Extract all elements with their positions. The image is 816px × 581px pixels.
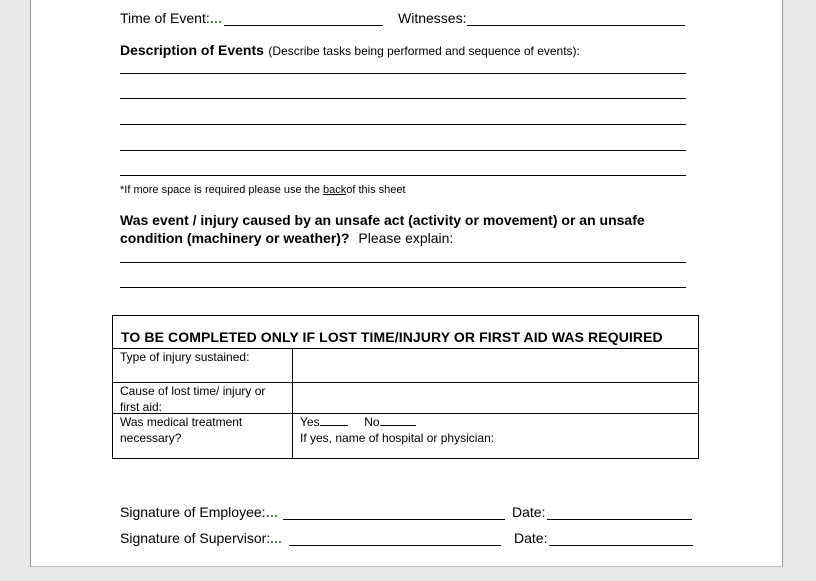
employee-signature-field[interactable] [283, 519, 505, 520]
explain-line[interactable] [120, 262, 686, 263]
employee-date-label: Date: [512, 504, 546, 520]
description-hint: (Describe tasks being performed and sequence of events): [268, 44, 580, 58]
witnesses-field[interactable] [467, 25, 685, 26]
form-page [30, 0, 783, 567]
witnesses-label: Witnesses: [398, 10, 467, 26]
cause-lost-time-field[interactable] [293, 383, 698, 413]
description-line[interactable] [120, 73, 686, 74]
spellcheck-mark [211, 21, 221, 23]
lost-time-table [112, 315, 699, 459]
supervisor-signature-label: Signature of Supervisor: [120, 530, 281, 546]
no-label: No [364, 415, 380, 429]
cause-question-line1: Was event / injury caused by an unsafe act (activity or movement) or an unsafe [120, 212, 645, 228]
yes-field[interactable] [320, 425, 348, 426]
time-of-event-label: Time of Event: [120, 10, 221, 26]
time-of-event-field[interactable] [224, 25, 383, 26]
injury-type-label: Type of injury sustained: [120, 350, 250, 364]
employee-date-field[interactable] [547, 519, 692, 520]
supervisor-date-label: Date: [514, 530, 548, 546]
medical-treatment-label: Was medical treatment necessary? [120, 415, 243, 445]
back-link: back [323, 184, 347, 196]
supervisor-signature-field[interactable] [289, 545, 501, 546]
please-explain-label: Please explain: [358, 230, 454, 246]
cause-lost-time-label: Cause of lost time/ injury or first aid: [120, 384, 266, 414]
description-line[interactable] [120, 124, 686, 125]
description-heading: Description of Events (Describe tasks being performed and sequence of events): [120, 42, 580, 58]
description-line[interactable] [120, 175, 686, 176]
supervisor-date-field[interactable] [549, 545, 693, 546]
hospital-label: If yes, name of hospital or physician: [300, 431, 495, 445]
spellcheck-mark [271, 541, 281, 543]
more-space-note: *If more space is required please use the backof this sheet [120, 184, 406, 196]
explain-line[interactable] [120, 287, 686, 288]
yes-label: Yes [300, 415, 320, 429]
cause-question-line2: condition (machinery or weather)? Please explain: [120, 230, 454, 246]
no-field[interactable] [380, 425, 416, 426]
description-line[interactable] [120, 150, 686, 151]
injury-type-field[interactable] [293, 349, 698, 382]
table-title: TO BE COMPLETED ONLY IF LOST TIME/INJURY OR FIRST AID WAS REQUIRED [121, 329, 663, 345]
description-line[interactable] [120, 98, 686, 99]
spellcheck-mark [267, 515, 277, 517]
medical-treatment-answers [300, 414, 494, 446]
employee-signature-label: Signature of Employee: [120, 504, 277, 520]
